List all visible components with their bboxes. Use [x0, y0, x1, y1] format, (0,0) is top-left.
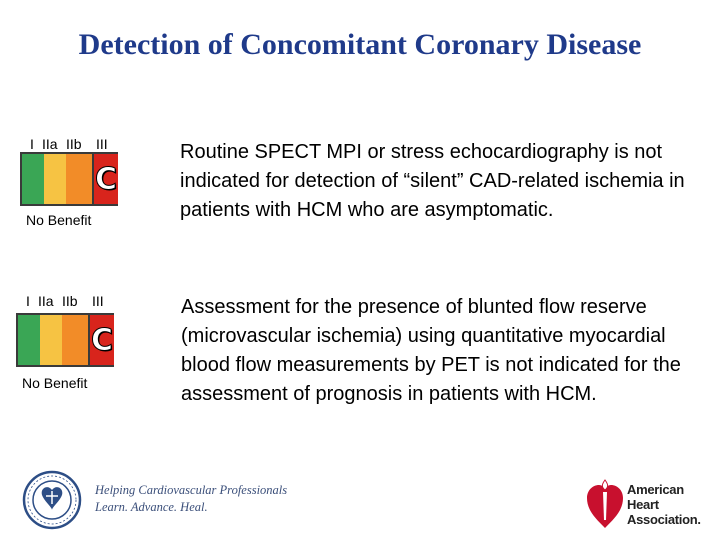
class-indicator-box [20, 152, 118, 206]
heart-torch-icon [585, 476, 625, 532]
class-label-i: I [30, 136, 34, 152]
aha-wordmark [627, 482, 701, 527]
class-i-bar [22, 154, 44, 204]
aha-line-1: American [627, 482, 684, 497]
class-label-iib: IIb [66, 136, 82, 152]
recommendation-text: Assessment for the presence of blunted flow reserve (microvascular ischemia) using quantitative myocardial blood flow measurements by PET is not indicated for the assessment of prognosis in patients with HCM. [181, 296, 681, 405]
tagline-line-2: Learn. Advance. Heal. [95, 500, 208, 514]
recommendation-text: Routine SPECT MPI or stress echocardiography is not indicated for detection of “silent” CAD-related ischemia in patients with HCM who are asymptomatic. [180, 141, 685, 221]
aha-logo [585, 476, 715, 536]
tagline-line-1: Helping Cardiovascular Professionals [95, 483, 288, 497]
class-iib-bar [62, 315, 88, 365]
acc-logo [20, 468, 300, 532]
class-label-iii: III [96, 136, 108, 152]
class-iia-bar [44, 154, 66, 204]
class-label-iib: IIb [62, 293, 78, 309]
benefit-label: No Benefit [22, 375, 88, 391]
class-letter-badge: C [92, 154, 118, 204]
class-indicator-box [16, 313, 114, 367]
class-label-iii: III [92, 293, 104, 309]
class-i-bar [18, 315, 40, 365]
class-iia-bar [40, 315, 62, 365]
aha-line-2: Heart [627, 497, 659, 512]
class-letter-badge: C [88, 315, 114, 365]
class-label-i: I [26, 293, 30, 309]
class-label-iia: IIa [42, 136, 58, 152]
class-label-iia: IIa [38, 293, 54, 309]
recommendation-2 [14, 291, 698, 441]
benefit-label: No Benefit [26, 212, 92, 228]
class-iib-bar [66, 154, 92, 204]
acc-seal-icon [22, 470, 82, 530]
page-title: Detection of Concomitant Coronary Disease [78, 28, 642, 61]
recommendation-1 [18, 136, 698, 256]
aha-line-3: Association. [627, 512, 701, 527]
acc-tagline [95, 482, 287, 516]
